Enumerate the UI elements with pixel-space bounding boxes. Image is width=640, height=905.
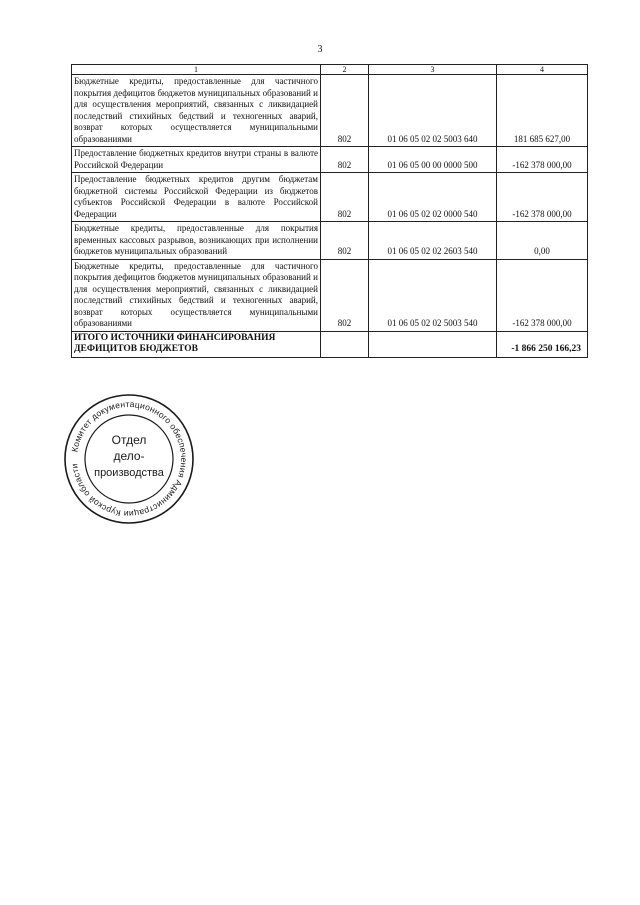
stamp-ring-text: Комитет документационного обеспечения Администрации Курской области <box>69 398 190 520</box>
row-name: Бюджетные кредиты, предоставленные для частичного покрытия дефицитов бюджетов муниципальных образований и для осуществления мероприятий, связанных с ликвидацией последствий стихийных бедствий и техногенных аварий, возврат которых осуществляется муниципальными образованиями <box>72 75 321 147</box>
total-label: ИТОГО ИСТОЧНИКИ ФИНАНСИРОВАНИЯ ДЕФИЦИТОВ БЮДЖЕТОВ <box>72 331 321 357</box>
stamp-center-line-3: производства <box>94 467 164 479</box>
header-col-4: 4 <box>497 65 588 75</box>
total-amount: -1 866 250 166,23 <box>497 331 588 357</box>
stamp-center-line-2: дело- <box>113 449 145 463</box>
row-admin-code: 802 <box>321 173 369 222</box>
row-amount: 181 685 627,00 <box>497 75 588 147</box>
page-number: 3 <box>317 44 323 55</box>
row-amount: -162 378 000,00 <box>497 259 588 331</box>
header-col-3: 3 <box>369 65 497 75</box>
total-empty-cell <box>321 331 369 357</box>
header-row <box>72 65 588 75</box>
budget-sources-table <box>71 64 588 358</box>
row-admin-code: 802 <box>321 147 369 173</box>
table-row <box>72 75 588 147</box>
row-name: Предоставление бюджетных кредитов внутри страны в валюте Российской Федерации <box>72 147 321 173</box>
row-amount: -162 378 000,00 <box>497 147 588 173</box>
stamp-center-line-1: Отдел <box>111 433 147 447</box>
header-col-1: 1 <box>72 65 321 75</box>
office-stamp <box>62 392 196 526</box>
row-admin-code: 802 <box>321 259 369 331</box>
row-classification-code: 01 06 05 02 02 5003 640 <box>369 75 497 147</box>
table-row <box>72 147 588 173</box>
row-admin-code: 802 <box>321 222 369 260</box>
total-row <box>72 331 588 357</box>
row-classification-code: 01 06 05 02 02 2603 540 <box>369 222 497 260</box>
row-name: Бюджетные кредиты, предоставленные для частичного покрытия дефицитов бюджетов муниципальных образований и для осуществления мероприятий, связанных с ликвидацией последствий стихийных бедствий и техногенных аварий, возврат которых осуществляется муниципальными образованиями <box>72 259 321 331</box>
row-classification-code: 01 06 05 00 00 0000 500 <box>369 147 497 173</box>
row-name: Предоставление бюджетных кредитов другим бюджетам бюджетной системы Российской Федерации из бюджетов субъектов Российской Федерации в валюте Российской Федерации <box>72 173 321 222</box>
table-row <box>72 222 588 260</box>
row-admin-code: 802 <box>321 75 369 147</box>
table-row <box>72 259 588 331</box>
row-name: Бюджетные кредиты, предоставленные для покрытия временных кассовых разрывов, возникающих при исполнении бюджетов муниципальных образований <box>72 222 321 260</box>
row-classification-code: 01 06 05 02 02 0000 540 <box>369 173 497 222</box>
row-amount: -162 378 000,00 <box>497 173 588 222</box>
total-empty-cell <box>369 331 497 357</box>
table-row <box>72 173 588 222</box>
row-amount: 0,00 <box>497 222 588 260</box>
header-col-2: 2 <box>321 65 369 75</box>
row-classification-code: 01 06 05 02 02 5003 540 <box>369 259 497 331</box>
